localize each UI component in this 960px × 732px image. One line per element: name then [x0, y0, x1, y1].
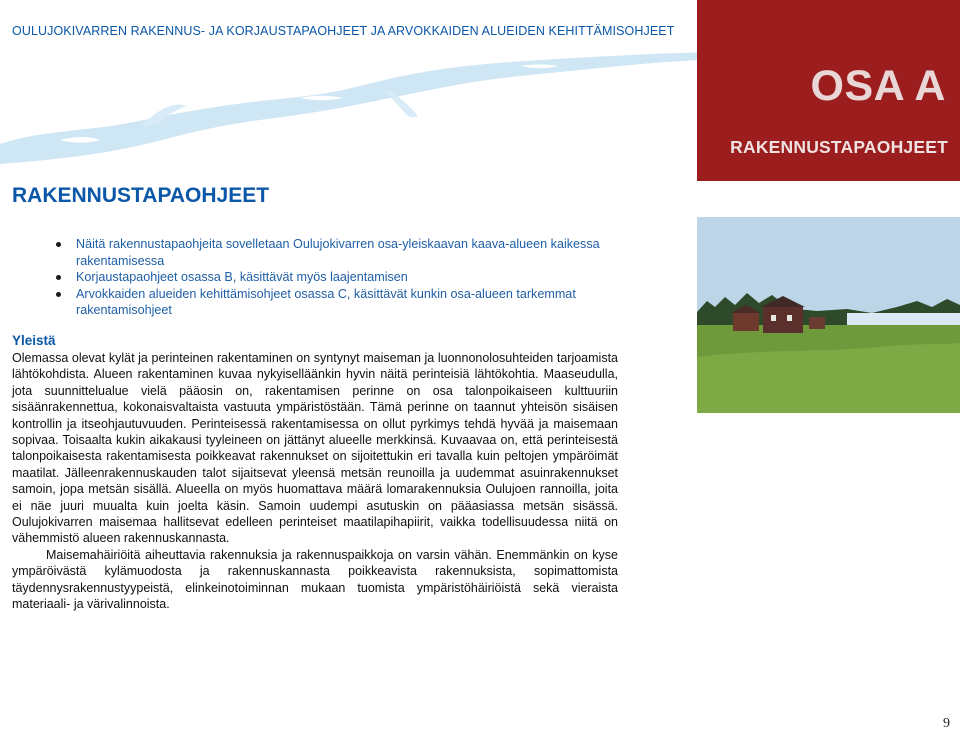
page-number: 9 [943, 716, 950, 731]
bullet-icon [56, 242, 61, 247]
photo-shed [809, 317, 825, 329]
bullet-item [56, 269, 616, 286]
river-shape [0, 52, 700, 164]
section-heading-general: Yleistä [12, 333, 56, 348]
photo-house [763, 307, 803, 333]
section-subtitle: RAKENNUSTAPAOHJEET [730, 137, 948, 157]
body-paragraph: Maisemahäiriöitä aiheuttavia rakennuksia ja rakennuspaikkoja on varsin vähän. Enemmänkin on kyse ympäröivästä kylämuodosta ja rakennuskannasta poikkeavista rakennuksista, sopimattomista täydennysrakennustyypeistä, elinkeinotoiminnan mukaan tuomista ympäristöhäiriöistä sekä vieraista materiaali- ja värivalinnoista. [12, 547, 618, 612]
photo-lake [847, 313, 960, 327]
photo-house-window [787, 315, 792, 321]
photo-house-window [771, 315, 776, 321]
body-paragraph: Olemassa olevat kylät ja perinteinen rakentaminen on syntynyt maiseman ja luonnonolosuhteiden tarjoamista lähtökohdista. Alueen rakentaminen kuvaa nykyiselläänkin hyvin näitä perinteisiä lähtökohtia. Maaseudulla, jota suunnittelualue vielä pääosin on, rakentamisen perinne on osa talonpoikaiseen kulttuuriin sisäänrakennettua, kokonaisvaltaista vastuuta ympäristöstään. Tämä perinne on taannut yhteisön sisäisen kontrollin ja itseohjautuvuuden. Perinteisessä rakentamisessa on ollut pyrkimys tehdä hyvää ja maisemaan sopivaa. Toisaalta kukin aikakausi tyyleineen on jättänyt alueelle merkkinsä. Kuvaavaa on, että perinteisestä talonpoikaisesta rakentamisesta poikkeavat rakennukset on sijoitettukin eri tavalla kuin peltojen ympäröimät maatilat. Jälleenrakennuskauden talot sijaitsevat yleensä metsän reunoilla ja uudemmat asuinrakennukset samoin, jopa metsän sisällä. Alueella on myös huomattava määrä lomarakennuksia Oulujoen rannoilla, joita ei näe juuri muualta kuin joelta käsin. Samoin uudempi asutuskin on pääasiassa metsän sisässä. Oulujokivarren maisemaa hallitsevat edelleen perinteiset maatilapihapiirit, vaikka todellisuudessa niitä on vähemmistö alueen rakennuskannasta. [12, 351, 618, 546]
photo-grass-highlight [697, 343, 960, 413]
river-map-graphic [0, 48, 700, 168]
landscape-photo [697, 217, 960, 413]
section-title: OSA A [810, 62, 946, 110]
bullet-icon [56, 275, 61, 280]
bullet-text: Näitä rakennustapaohjeita sovelletaan Oulujokivarren osa-yleiskaavan kaava-alueen kaikessa rakentamisessa [76, 237, 600, 268]
page-title: RAKENNUSTAPAOHJEET [12, 184, 270, 207]
bullet-item [56, 236, 616, 269]
section-label-box [697, 0, 960, 181]
bullet-item [56, 286, 616, 319]
document-header-title: OULUJOKIVARREN RAKENNUS- JA KORJAUSTAPAOHJEET JA ARVOKKAIDEN ALUEIDEN KEHITTÄMISOHJEET [12, 24, 675, 38]
bullet-icon [56, 292, 61, 297]
bullet-list [56, 236, 616, 319]
body-text [12, 350, 618, 613]
photo-barn [733, 313, 759, 331]
bullet-text: Arvokkaiden alueiden kehittämisohjeet osassa C, käsittävät kunkin osa-alueen tarkemmat rakentamisohjeet [76, 286, 576, 317]
bullet-text: Korjaustapaohjeet osassa B, käsittävät myös laajentamisen [76, 270, 408, 284]
